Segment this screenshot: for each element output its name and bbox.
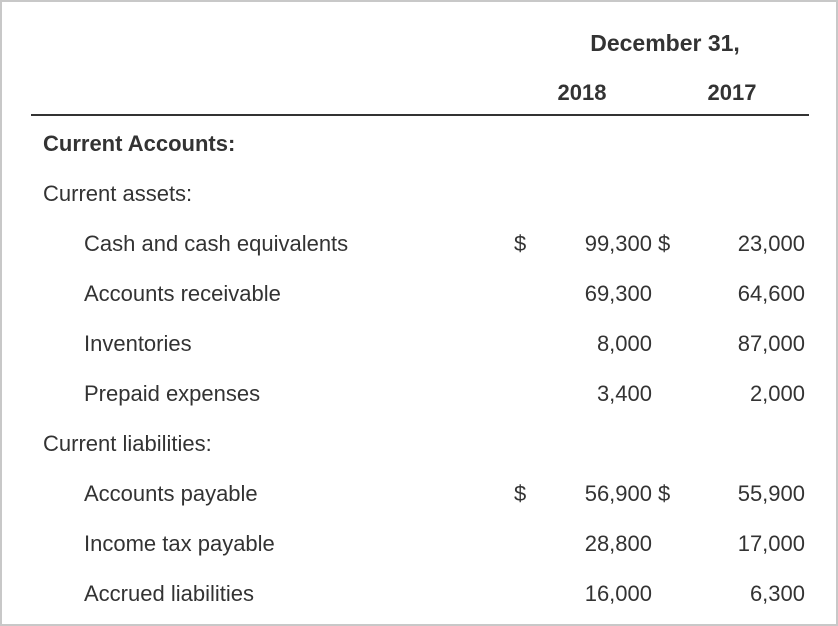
- value-2017: 17,000: [737, 531, 805, 556]
- section-heading: Current Accounts:: [43, 131, 236, 156]
- table-row: [2, 329, 836, 359]
- value-2018: 8,000: [596, 331, 652, 356]
- column-group-header: December 31,: [590, 30, 740, 56]
- currency-symbol: $: [658, 481, 671, 506]
- section-row-current-accounts: [2, 129, 836, 159]
- table-row: [2, 529, 836, 559]
- row-label: Accounts receivable: [84, 281, 281, 306]
- column-header-2017: 2017: [707, 80, 757, 105]
- subsection-heading: Current liabilities:: [43, 431, 212, 456]
- table-row: [2, 479, 836, 509]
- value-2018: 28,800: [584, 531, 652, 556]
- row-label: Accrued liabilities: [84, 581, 254, 606]
- value-2017: 6,300: [749, 581, 805, 606]
- column-header-2018: 2018: [557, 80, 607, 105]
- row-label: Inventories: [84, 331, 192, 356]
- header-divider: [31, 114, 809, 116]
- row-label: Cash and cash equivalents: [84, 231, 349, 256]
- table-row: [2, 229, 836, 259]
- currency-symbol: $: [514, 231, 527, 256]
- value-2017: 23,000: [737, 231, 805, 256]
- value-2017: 2,000: [749, 381, 805, 406]
- value-2018: 69,300: [584, 281, 652, 306]
- subsection-row-current-assets: [2, 179, 836, 209]
- value-2018: 99,300: [584, 231, 652, 256]
- row-label: Accounts payable: [84, 481, 258, 506]
- currency-symbol: $: [514, 481, 527, 506]
- value-2018: 3,400: [596, 381, 652, 406]
- value-2018: 56,900: [584, 481, 652, 506]
- value-2017: 55,900: [737, 481, 805, 506]
- value-2017: 64,600: [737, 281, 805, 306]
- value-2017: 87,000: [737, 331, 805, 356]
- table-row: [2, 279, 836, 309]
- subsection-heading: Current assets:: [43, 181, 193, 206]
- subsection-row-current-liabilities: [2, 429, 836, 459]
- row-label: Income tax payable: [84, 531, 275, 556]
- table-row: [2, 579, 836, 609]
- row-label: Prepaid expenses: [84, 381, 261, 406]
- currency-symbol: $: [658, 231, 671, 256]
- table-row: [2, 379, 836, 409]
- value-2018: 16,000: [584, 581, 652, 606]
